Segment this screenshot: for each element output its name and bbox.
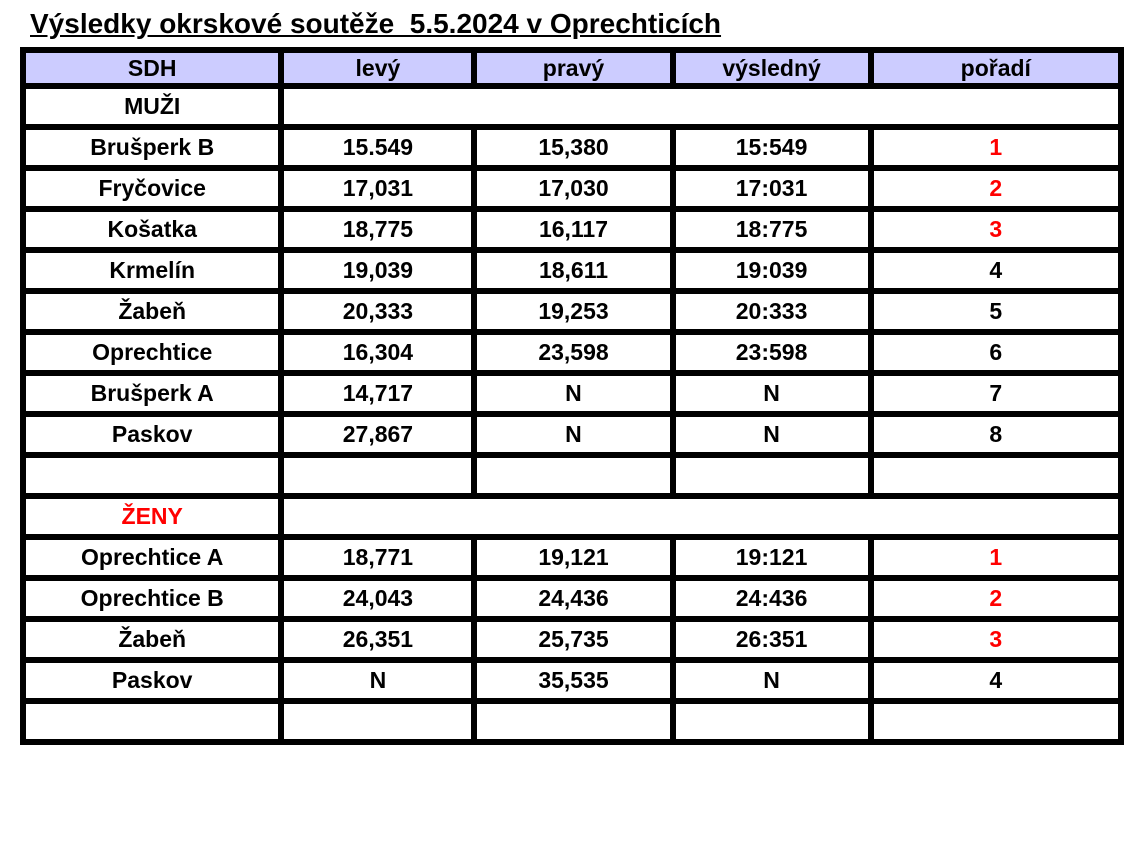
blank-cell	[281, 701, 474, 742]
blank-cell	[23, 701, 281, 742]
time-right: 19,253	[474, 291, 672, 332]
time-result: N	[673, 660, 871, 701]
table-row	[23, 250, 1121, 291]
team-name: Žabeň	[23, 619, 281, 660]
time-result: 24:436	[673, 578, 871, 619]
table-row	[23, 619, 1121, 660]
women-blank-row	[23, 701, 1121, 742]
rank-value: 4	[871, 250, 1121, 291]
rank-value: 5	[871, 291, 1121, 332]
header-row	[23, 50, 1121, 86]
time-right: 19,121	[474, 537, 672, 578]
table-row	[23, 373, 1121, 414]
rank-value: 2	[871, 578, 1121, 619]
blank-cell	[474, 701, 672, 742]
team-name: Oprechtice A	[23, 537, 281, 578]
blank-cell	[673, 701, 871, 742]
time-left: 17,031	[281, 168, 474, 209]
blank-cell	[281, 455, 474, 496]
time-right: N	[474, 414, 672, 455]
rank-value: 3	[871, 619, 1121, 660]
time-right: 23,598	[474, 332, 672, 373]
team-name: Košatka	[23, 209, 281, 250]
time-left: 15.549	[281, 127, 474, 168]
time-result: N	[673, 414, 871, 455]
time-result: 23:598	[673, 332, 871, 373]
time-right: N	[474, 373, 672, 414]
rank-value: 8	[871, 414, 1121, 455]
rank-value: 1	[871, 127, 1121, 168]
time-result: 20:333	[673, 291, 871, 332]
table-row	[23, 332, 1121, 373]
time-left: 19,039	[281, 250, 474, 291]
team-name: Žabeň	[23, 291, 281, 332]
time-right: 35,535	[474, 660, 672, 701]
header-rank: pořadí	[871, 50, 1121, 86]
men-blank-row	[23, 455, 1121, 496]
table-row	[23, 127, 1121, 168]
time-result: 15:549	[673, 127, 871, 168]
header-left: levý	[281, 50, 474, 86]
results-body	[23, 86, 1121, 742]
time-left: N	[281, 660, 474, 701]
table-row	[23, 414, 1121, 455]
time-result: 19:039	[673, 250, 871, 291]
time-result: 26:351	[673, 619, 871, 660]
team-name: Fryčovice	[23, 168, 281, 209]
time-right: 16,117	[474, 209, 672, 250]
table-row	[23, 578, 1121, 619]
time-right: 15,380	[474, 127, 672, 168]
team-name: Oprechtice	[23, 332, 281, 373]
time-right: 24,436	[474, 578, 672, 619]
blank-cell	[673, 455, 871, 496]
time-right: 17,030	[474, 168, 672, 209]
section-label: MUŽI	[23, 86, 281, 127]
section-label: ŽENY	[23, 496, 281, 537]
time-right: 18,611	[474, 250, 672, 291]
men-section-row	[23, 86, 1121, 127]
blank-cell	[474, 455, 672, 496]
team-name: Krmelín	[23, 250, 281, 291]
rank-value: 4	[871, 660, 1121, 701]
time-left: 18,775	[281, 209, 474, 250]
team-name: Paskov	[23, 660, 281, 701]
rank-value: 1	[871, 537, 1121, 578]
time-left: 18,771	[281, 537, 474, 578]
header-result: výsledný	[673, 50, 871, 86]
team-name: Brušperk A	[23, 373, 281, 414]
time-left: 26,351	[281, 619, 474, 660]
team-name: Paskov	[23, 414, 281, 455]
table-row	[23, 537, 1121, 578]
team-name: Brušperk B	[23, 127, 281, 168]
team-name: Oprechtice B	[23, 578, 281, 619]
women-section-row	[23, 496, 1121, 537]
time-result: 17:031	[673, 168, 871, 209]
blank-cell	[871, 701, 1121, 742]
table-row	[23, 168, 1121, 209]
results-table	[20, 47, 1124, 745]
section-filler	[281, 496, 1121, 537]
rank-value: 2	[871, 168, 1121, 209]
table-row	[23, 209, 1121, 250]
time-left: 14,717	[281, 373, 474, 414]
section-filler	[281, 86, 1121, 127]
time-left: 27,867	[281, 414, 474, 455]
rank-value: 6	[871, 332, 1121, 373]
time-left: 20,333	[281, 291, 474, 332]
blank-cell	[23, 455, 281, 496]
page-title: Výsledky okrskové soutěže 5.5.2024 v Oprechticích	[30, 8, 722, 39]
header-right: pravý	[474, 50, 672, 86]
time-right: 25,735	[474, 619, 672, 660]
header-team: SDH	[23, 50, 281, 86]
time-result: N	[673, 373, 871, 414]
time-result: 19:121	[673, 537, 871, 578]
table-row	[23, 291, 1121, 332]
time-left: 16,304	[281, 332, 474, 373]
table-row	[23, 660, 1121, 701]
time-left: 24,043	[281, 578, 474, 619]
rank-value: 3	[871, 209, 1121, 250]
time-result: 18:775	[673, 209, 871, 250]
blank-cell	[871, 455, 1121, 496]
rank-value: 7	[871, 373, 1121, 414]
